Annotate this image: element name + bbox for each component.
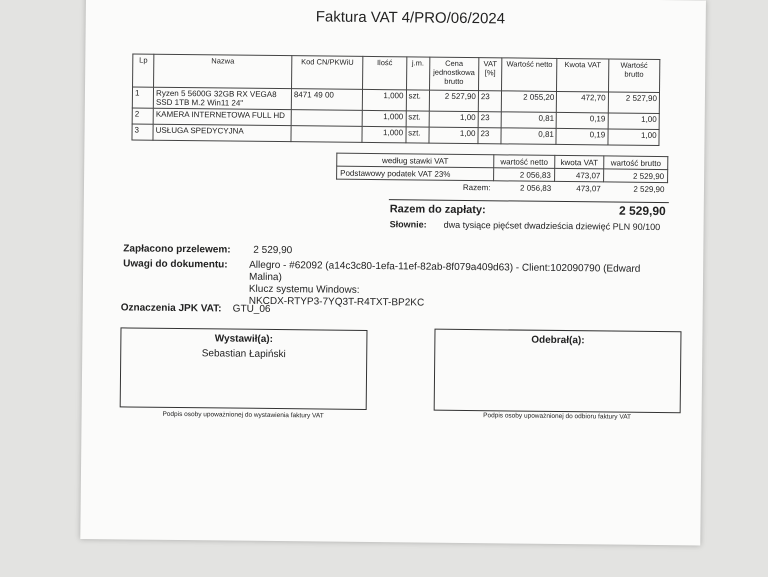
vat-total-gross: 2 529,90 (633, 184, 665, 194)
vat-col-rate: według stawki VAT (337, 153, 494, 168)
cell-gross: 2 527,90 (608, 92, 660, 114)
cell-vat-amount: 0,19 (556, 128, 607, 145)
cell-price: 2 527,90 (429, 90, 478, 112)
invoice-sheet (80, 0, 706, 545)
col-unit: j.m. (406, 57, 429, 90)
cell-qty: 1,000 (362, 126, 405, 142)
col-name: Nazwa (154, 54, 292, 88)
col-vat-amount: Kwota VAT (557, 58, 609, 92)
cell-net: 0,81 (501, 112, 556, 129)
amount-in-words-label: Słownie: (389, 219, 427, 230)
cell-unit: szt. (406, 90, 429, 111)
vat-gross: 2 529,90 (604, 169, 668, 183)
receiver-title: Odebrał(a): (531, 334, 585, 347)
receiver-signature-box (434, 329, 682, 414)
cell-vat: 23 (478, 112, 501, 128)
vat-summary-table (336, 153, 668, 195)
issuer-caption: Podpis osoby upoważnionej do wystawienia faktury VAT (162, 410, 324, 420)
cell-qty: 1,000 (363, 89, 406, 110)
summary-divider (389, 199, 669, 203)
issuer-title: Wystawił(a): (214, 333, 274, 345)
vat-col-net: wartość netto (494, 155, 555, 169)
cell-net: 2 055,20 (501, 91, 557, 113)
amount-due-value: 2 529,90 (618, 203, 666, 219)
cell-gross: 1,00 (608, 129, 660, 146)
col-lp: Lp (133, 54, 154, 87)
receiver-caption: Podpis osoby upoważnionej do odbioru faktury VAT (483, 412, 632, 421)
notes-text (249, 260, 644, 312)
vat-amount: 473,07 (554, 168, 604, 182)
cell-code: 8471 49 00 (291, 89, 363, 111)
col-vat: VAT [%] (478, 58, 501, 91)
cell-unit: szt. (406, 111, 429, 127)
notes-label: Uwagi do dokumentu: (123, 258, 228, 271)
vat-total-label: Razem: (462, 182, 491, 192)
jpk-value: GTU_06 (232, 303, 271, 315)
payment-label: Zapłacono przelewem: (123, 243, 231, 256)
cell-net: 0,81 (501, 128, 556, 145)
amount-in-words-value: dwa tysiące pięćset dwadzieścia dziewięć PLN 90/100 (443, 219, 661, 233)
payment-value: 2 529,90 (253, 244, 293, 257)
vat-total-row (336, 179, 667, 195)
cell-lp: 1 (132, 87, 153, 108)
vat-col-vat: kwota VAT (554, 155, 604, 169)
notes-key-value: NKCDX-RTYP3-7YQ3T-R4TXT-BP2KC (248, 295, 425, 309)
invoice-title: Faktura VAT 4/PRO/06/2024 (315, 8, 506, 28)
notes-key-label: Klucz systemu Windows: (248, 283, 360, 296)
vat-total-net: 2 056,83 (520, 183, 552, 193)
cell-vat: 23 (478, 128, 501, 144)
jpk-label: Oznaczenia JPK VAT: (120, 302, 222, 315)
cell-vat-amount: 0,19 (556, 112, 607, 129)
items-table (131, 53, 660, 146)
vat-col-gross: wartość brutto (604, 156, 668, 170)
items-header-row (133, 54, 660, 93)
col-price: Cena jednostkowa brutto (429, 57, 479, 91)
cell-price: 1,00 (429, 127, 478, 144)
vat-rate: Podstawowy podatek VAT 23% (337, 166, 494, 181)
cell-code (291, 110, 363, 127)
cell-gross: 1,00 (608, 113, 660, 130)
notes-order-line: Allegro - #62092 (a14c3c80-1efa-11ef-82ab-8f079a409d63) - Client:102090790 (Edward Malina) (248, 259, 641, 284)
col-qty: Ilość (363, 56, 407, 89)
cell-code (291, 126, 363, 143)
issuer-name: Sebastian Łapiński (201, 348, 286, 361)
vat-total-vat: 473,07 (576, 183, 601, 193)
col-code: Kod CN/PKWiU (291, 56, 363, 90)
vat-net: 2 056,83 (494, 168, 555, 182)
cell-lp: 2 (132, 108, 153, 124)
cell-unit: szt. (405, 127, 428, 143)
cell-name: KAMERA INTERNETOWA FULL HD (153, 108, 291, 125)
cell-qty: 1,000 (362, 110, 405, 126)
col-gross: Wartość brutto (608, 59, 660, 93)
cell-name: Ryzen 5 5600G 32GB RX VEGA8 SSD 1TB M.2 Win11 24" (153, 87, 291, 109)
amount-due-label: Razem do zapłaty: (389, 203, 486, 217)
issuer-signature-box (120, 327, 368, 410)
cell-price: 1,00 (429, 111, 478, 128)
col-net: Wartość netto (502, 58, 558, 92)
cell-vat: 23 (478, 91, 501, 112)
cell-lp: 3 (132, 124, 153, 140)
cell-vat-amount: 472,70 (557, 91, 608, 113)
cell-name: USŁUGA SPEDYCYJNA (153, 124, 291, 141)
